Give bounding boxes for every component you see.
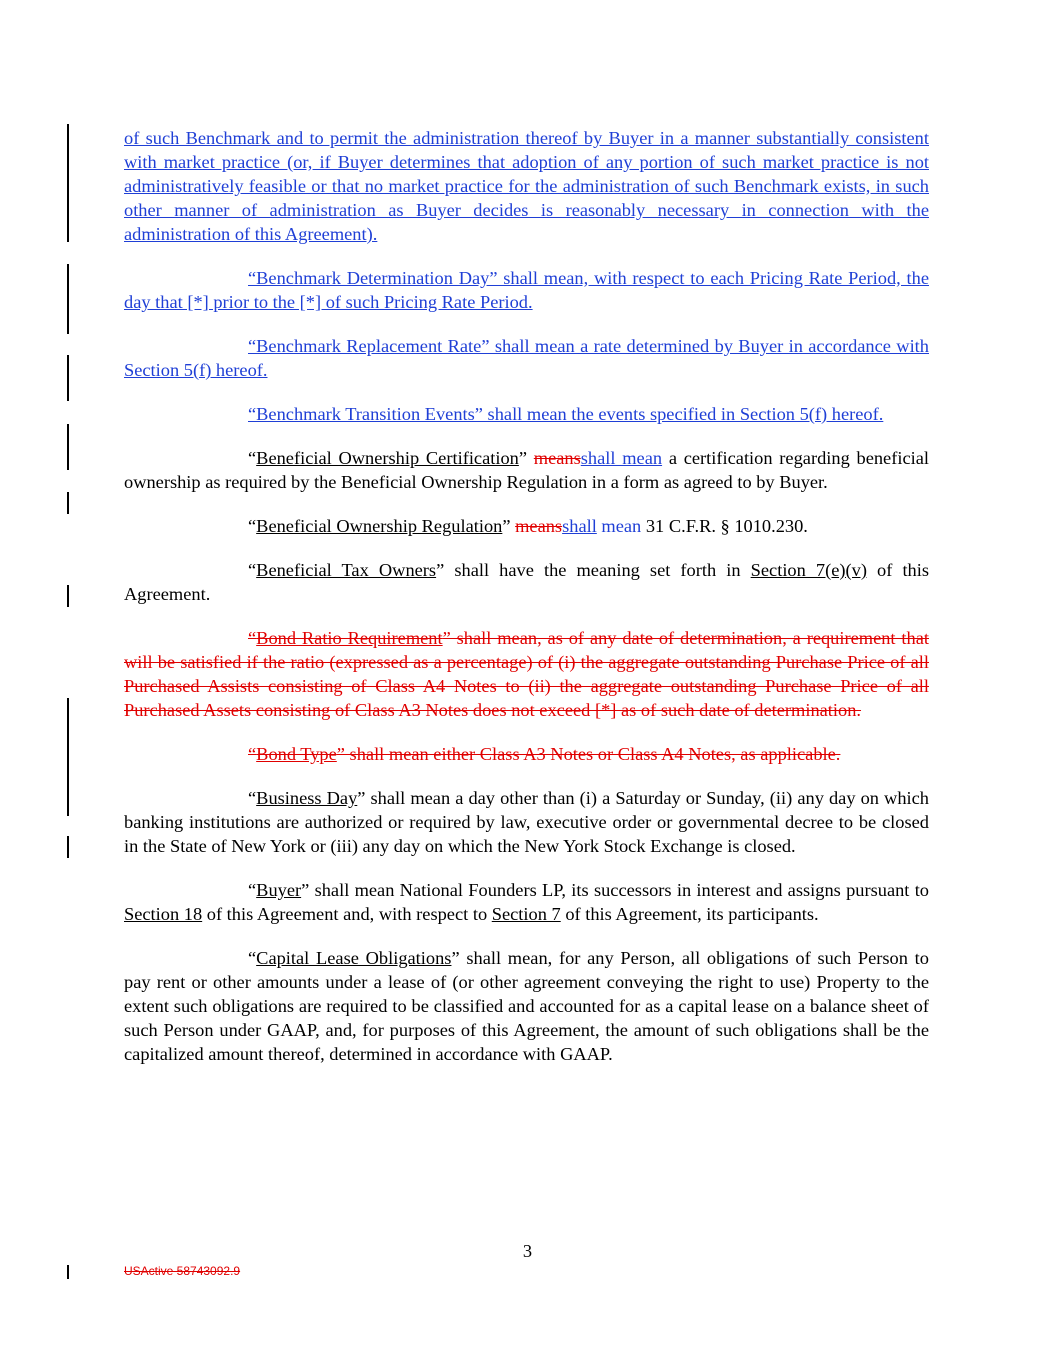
text-run: “ bbox=[248, 560, 257, 580]
text-run: Business Day bbox=[256, 788, 358, 808]
text-run: “ bbox=[248, 744, 257, 764]
document-footer-id: USActive 58743092.9 bbox=[124, 1264, 241, 1278]
text-run: “ bbox=[248, 628, 257, 648]
definition-bond-ratio-requirement bbox=[124, 626, 929, 722]
change-bar bbox=[67, 355, 69, 401]
text-run: of this Agreement. bbox=[124, 560, 930, 604]
text-run: ” shall have the meaning set forth in bbox=[436, 560, 751, 580]
page-number: 3 bbox=[522, 1241, 533, 1261]
text-run: of this Agreement and, with respect to bbox=[202, 904, 492, 924]
text-run: “ bbox=[248, 880, 257, 900]
text-run: ” bbox=[518, 448, 534, 468]
definition-buyer bbox=[124, 878, 929, 926]
change-bar bbox=[67, 124, 69, 242]
definition-bond-type bbox=[124, 742, 929, 766]
change-bar bbox=[67, 492, 69, 514]
change-bar bbox=[67, 585, 69, 607]
paragraph-benchmark-continuation bbox=[124, 126, 929, 246]
text-run: a certification regarding beneficial ownership as required by the Beneficial Ownership Regulation in a form as agreed to by Buyer. bbox=[124, 448, 929, 492]
definition-beneficial-ownership-certification bbox=[124, 446, 929, 494]
text-run: shall mean bbox=[580, 448, 663, 468]
text-run: “ bbox=[248, 448, 257, 468]
change-bar bbox=[67, 1265, 69, 1279]
text-run: Capital Lease Obligations bbox=[256, 948, 452, 968]
text-run: Beneficial Ownership Regulation bbox=[256, 516, 503, 536]
text-run: Section 18 bbox=[124, 904, 203, 924]
definition-business-day bbox=[124, 786, 929, 858]
text-run: “Benchmark Transition Events” shall mean the events specified in Section 5(f) hereof. bbox=[248, 404, 884, 424]
text-run: shall bbox=[562, 516, 597, 536]
text-run: “Benchmark Determination Day” shall mean, with respect to each Pricing Rate Period, the day that [*] prior to the [*] of such Pricing Rate Period. bbox=[124, 268, 929, 312]
text-run: means bbox=[533, 448, 581, 468]
definition-capital-lease-obligations bbox=[124, 946, 929, 1066]
text-run: Bond Ratio Requirement bbox=[256, 628, 443, 648]
text-run: of this Agreement, its participants. bbox=[560, 904, 819, 924]
text-run: ” shall mean, for any Person, all obligations of such Person to pay rent or other amounts under a lease of (or other agreement conveying the right to use) Property to the extent such obligations are required to be classified and accounted for as a capital lease on a balance sheet of such Person under GAAP, and, for purposes of this Agreement, the amount of such obligations shall be the capitalized amount thereof, determined in accordance with GAAP. bbox=[124, 948, 929, 1064]
text-run: ” shall mean a day other than (i) a Saturday or Sunday, (ii) any day on which banking institutions are authorized or required by law, executive order or governmental decree to be closed in the State of New York or (iii) any day on which the New York Stock Exchange is closed. bbox=[124, 788, 929, 856]
text-run: “ bbox=[248, 788, 257, 808]
text-run: ” shall mean either Class A3 Notes or Class A4 Notes, as applicable. bbox=[336, 744, 841, 764]
text-run: Section 7(e)(v) bbox=[750, 560, 867, 580]
definition-benchmark-transition-events bbox=[124, 402, 929, 426]
text-run: Bond Type bbox=[256, 744, 337, 764]
text-run: Beneficial Tax Owners bbox=[256, 560, 437, 580]
definition-beneficial-tax-owners bbox=[124, 558, 929, 606]
definition-benchmark-replacement-rate bbox=[124, 334, 929, 382]
text-run: “Benchmark Replacement Rate” shall mean a rate determined by Buyer in accordance with Section 5(f) hereof. bbox=[124, 336, 929, 380]
text-run: Section 7 bbox=[491, 904, 561, 924]
change-bar bbox=[67, 698, 69, 816]
change-bar bbox=[67, 836, 69, 858]
text-run: ” shall mean, as of any date of determination, a requirement that will be satisfied if the ratio (expressed as a percentage) of (i) the aggregate outstanding Purchase Price of all Purchased Assists consisting of Class A4 Notes to (ii) the aggregate outstanding Purchase Price of all Purchased Assets consisting of Class A3 Notes does not exceed [*] as of such date of determination. bbox=[124, 628, 929, 720]
change-bar bbox=[67, 424, 69, 470]
document-body bbox=[124, 126, 929, 1086]
text-run: ” bbox=[502, 516, 516, 536]
text-run: “ bbox=[248, 948, 257, 968]
text-run: Buyer bbox=[256, 880, 302, 900]
text-run: ” shall mean National Founders LP, its successors in interest and assigns pursuant to bbox=[301, 880, 929, 900]
change-bar bbox=[67, 264, 69, 334]
text-run: of such Benchmark and to permit the administration thereof by Buyer in a manner substantially consistent with market practice (or, if Buyer determines that adoption of any portion of such market practice is not administratively feasible or that no market practice for the administration of such Benchmark exists, in such other manner of administration as Buyer decides is reasonably necessary in connection with the administration of this Agreement). bbox=[124, 128, 929, 244]
definition-benchmark-determination-day bbox=[124, 266, 929, 314]
text-run: Beneficial Ownership Certification bbox=[256, 448, 519, 468]
definition-beneficial-ownership-regulation bbox=[124, 514, 929, 538]
text-run: 31 C.F.R. § 1010.230. bbox=[641, 516, 808, 536]
text-run: “ bbox=[248, 516, 257, 536]
text-run: means bbox=[515, 516, 563, 536]
text-run: mean bbox=[596, 516, 642, 536]
